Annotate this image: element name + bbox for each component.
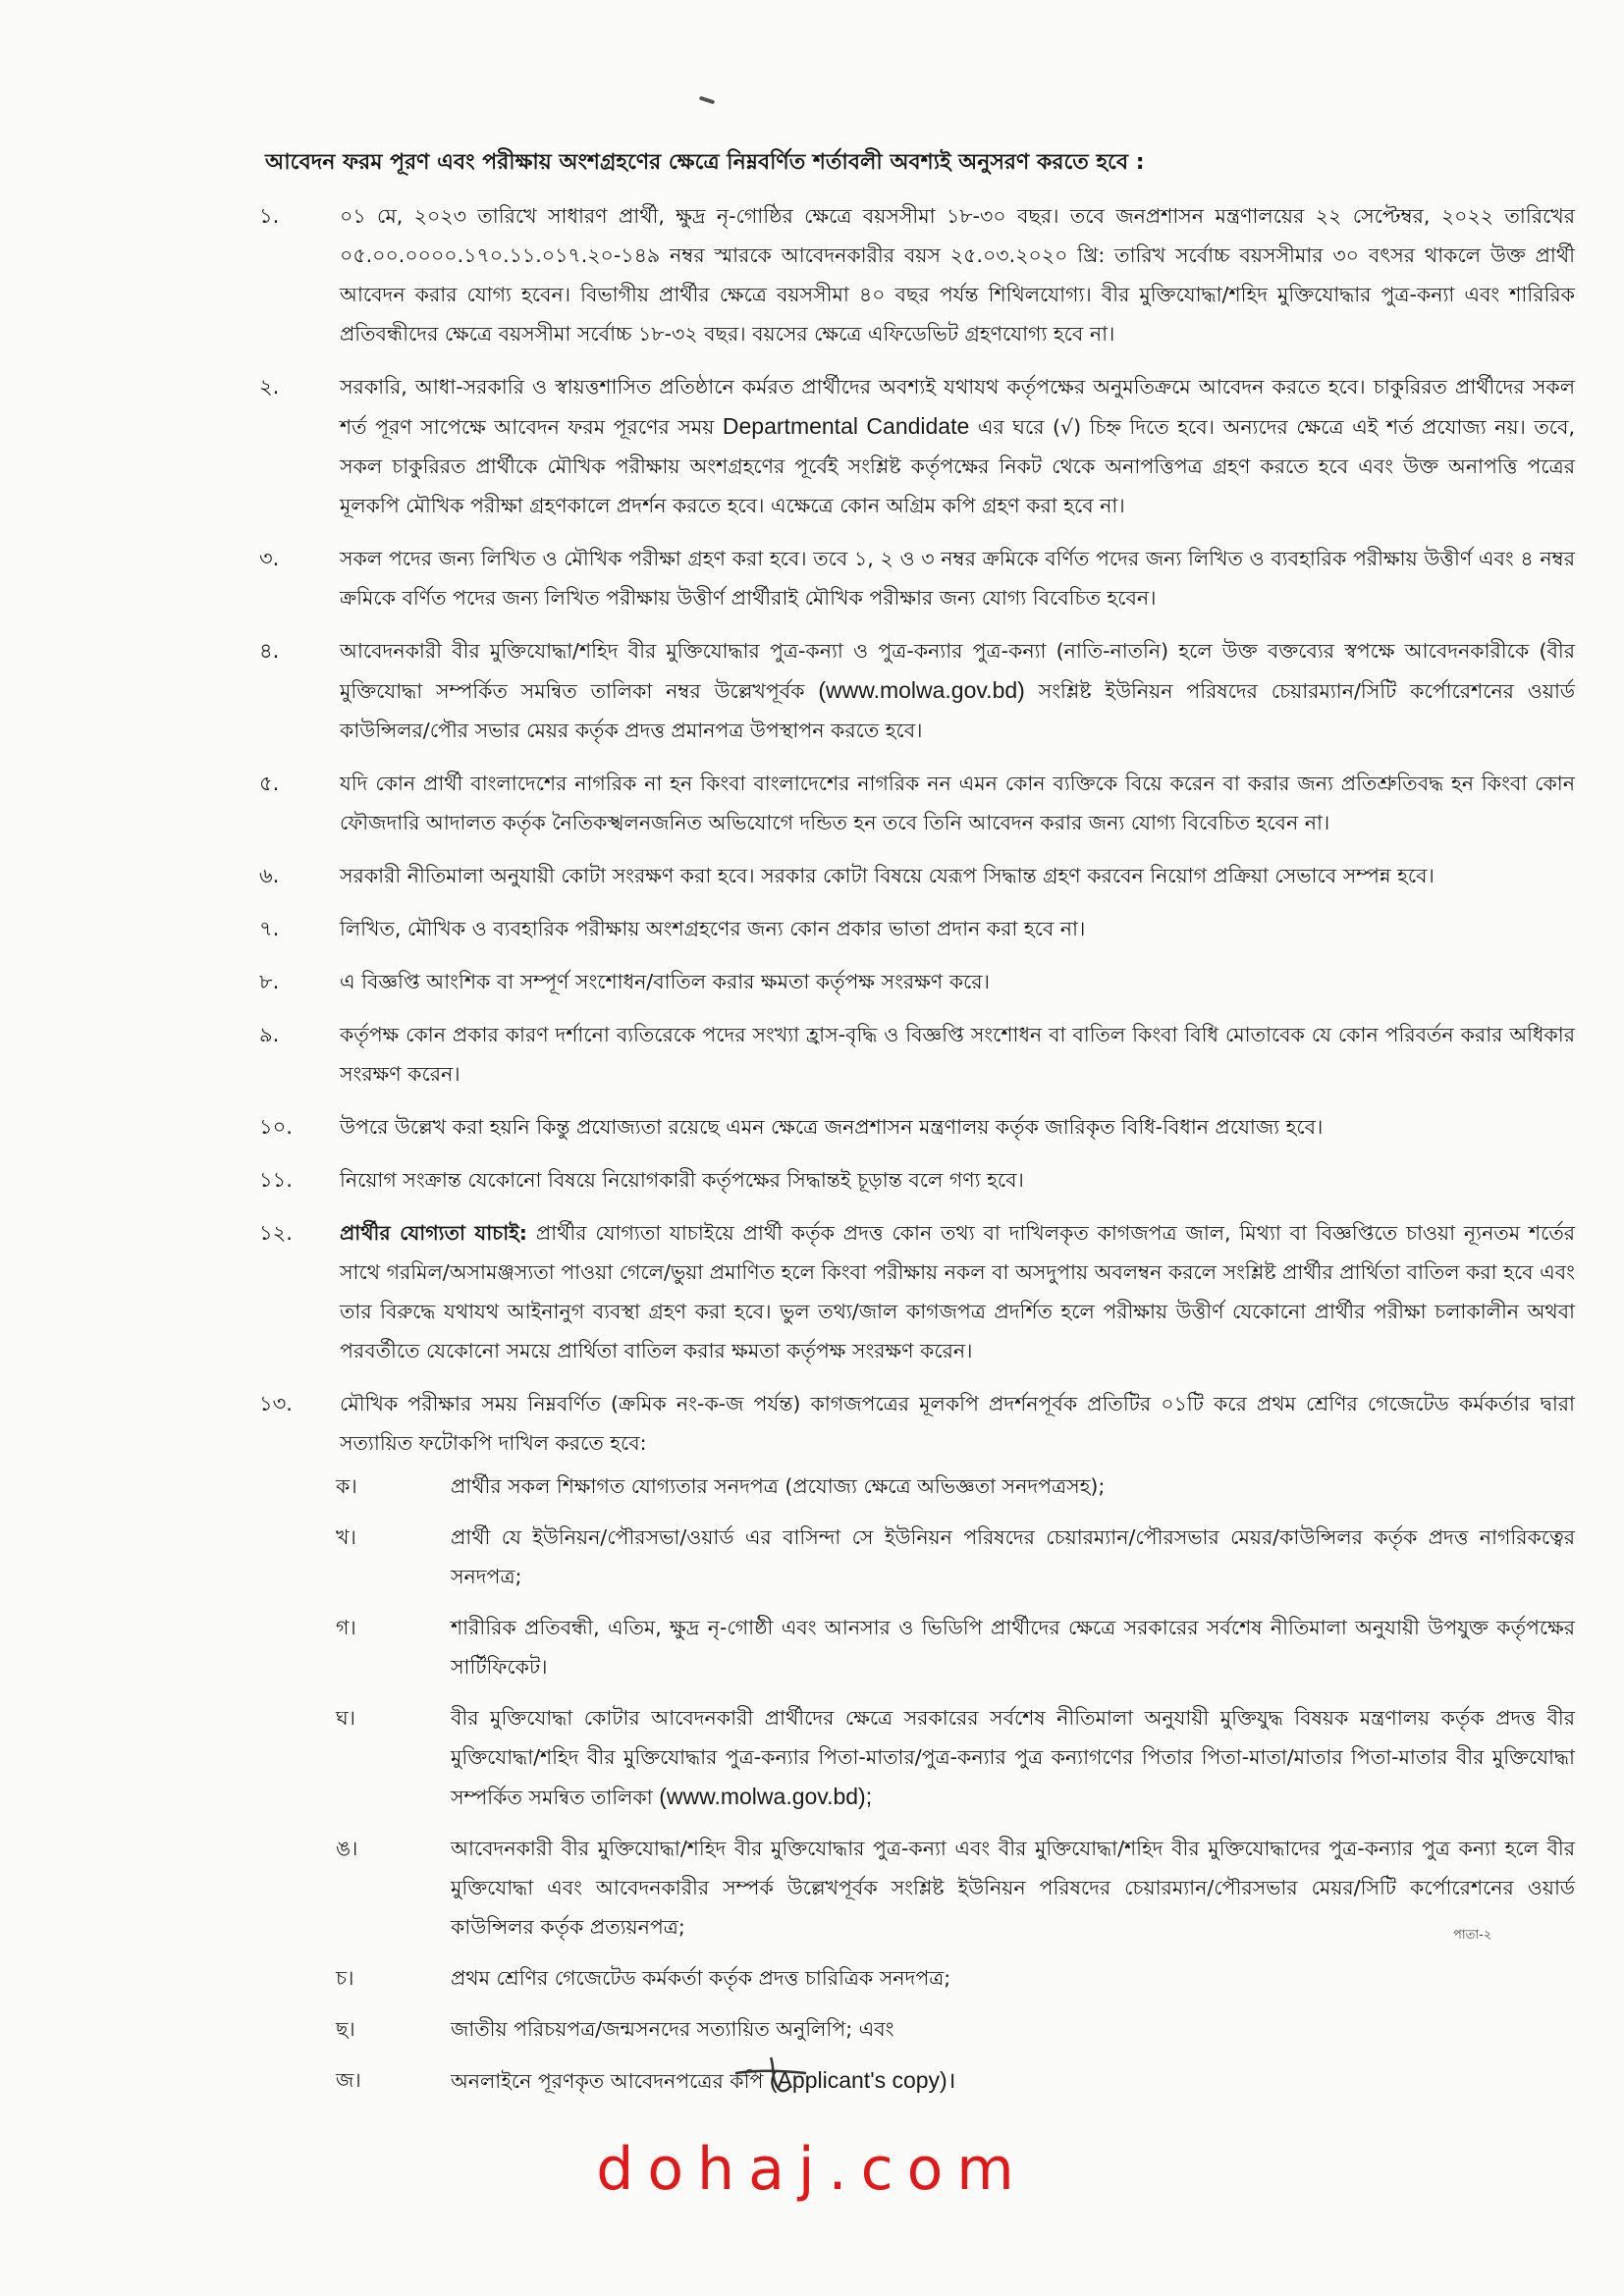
sub-item bbox=[336, 1518, 1575, 1596]
item-number: ১১. bbox=[259, 1168, 293, 1192]
item-number: ৭. bbox=[259, 917, 280, 940]
item-number: ৫. bbox=[259, 772, 280, 795]
list-item bbox=[259, 1213, 1575, 1370]
sub-item bbox=[336, 1608, 1575, 1686]
item-text: উপরে উল্লেখ করা হয়নি কিন্তু প্রযোজ্যতা রয়েছে এমন ক্ষেত্রে জনপ্রশাসন মন্ত্রণালয় কর্তৃক জারিকৃত বিধি-বিধান প্রযোজ্য হবে। bbox=[340, 1115, 1324, 1139]
item-number: ১৩. bbox=[259, 1392, 293, 1415]
signature-mark bbox=[731, 2054, 810, 2099]
list-item bbox=[259, 856, 1575, 895]
item-text: সকল পদের জন্য লিখিত ও মৌখিক পরীক্ষা গ্রহণ করা হবে। তবে ১, ২ ও ৩ নম্বর ক্রমিকে বর্ণিত পদের জন্য লিখিত ও ব্যবহারিক পরীক্ষায় উত্তীর্ণ এবং ৪ নম্বর ক্রমিকে বর্ণিত পদের জন্য লিখিত পরীক্ষায় উত্তীর্ণ প্রার্থীরাই মৌখিক পরীক্ষার জন্য যোগ্য বিবেচিত হবেন। bbox=[340, 547, 1575, 610]
item-text: ০১ মে, ২০২৩ তারিখে সাধারণ প্রার্থী, ক্ষুদ্র নৃ-গোষ্ঠির ক্ষেত্রে বয়সসীমা ১৮-৩০ বছর। তবে জনপ্রশাসন মন্ত্রণালয়ের ২২ সেপ্টেম্বর, ২০২২ তারিখের ০৫.০০.০০০০.১৭০.১১.০১৭.২০-১৪৯ নম্বর স্মারকে আবেদনকারীর বয়স ২৫.০৩.২০২০ খ্রি: তারিখ সর্বোচ্চ বয়সসীমার ৩০ বৎসর থাকলে উক্ত প্রার্থী আবেদন করার যোগ্য হবেন। বিভাগীয় প্রার্থীর ক্ষেত্রে বয়সসীমা ৪০ বছর পর্যন্ত শিথিলযোগ্য। বীর মুক্তিযোদ্ধা/শহিদ মুক্তিযোদ্ধার পুত্র-কন্যা এবং শারিরিক প্রতিবন্ধীদের ক্ষেত্রে বয়সসীমা সর্বোচ্চ ১৮-৩২ বছর। বয়সের ক্ষেত্রে এফিডেভিট গ্রহণযোগ্য হবে না। bbox=[340, 204, 1575, 346]
sub-item-number: খ। bbox=[336, 1525, 356, 1549]
item-number: ৯. bbox=[259, 1023, 280, 1046]
item-text-part: সংশ্লিষ্ট ইউনিয়ন পরিষদের চেয়ারম্যান/সিটি কর্পোরেশনের ওয়ার্ড কাউন্সিলর/পৌর সভার মেয়র কর্তৃক প্রদত্ত প্রমানপত্র উপস্থাপন করতে হবে। bbox=[340, 679, 1575, 742]
item-number: ১. bbox=[259, 204, 280, 228]
sub-item-text-part: বীর মুক্তিযোদ্ধা কোটার আবেদনকারী প্রার্থীদের ক্ষেত্রে সরকারের সর্বশেষ নীতিমালা অনুযায়ী মুক্তিযুদ্ধ বিষয়ক মন্ত্রণালয় কর্তৃক প্রদত্ত বীর মুক্তিযোদ্ধা/শহিদ বীর মুক্তিযোদ্ধার পুত্র-কন্যার পিতা-মাতার/পুত্র-কন্যার পুত্র কন্যাগণের পিতার পিতা-মাতা/মাতার পিতা-মাতার বীর মুক্তিযোদ্ধা সম্পর্কিত সমন্বিত তালিকা bbox=[451, 1706, 1575, 1809]
item-text: এ বিজ্ঞপ্তি আংশিক বা সম্পূর্ণ সংশোধন/বাতিল করার ক্ষমতা কর্তৃপক্ষ সংরক্ষণ করে। bbox=[340, 970, 990, 993]
item-text-part: সরকারি, আধা-সরকারি ও স্বায়ত্তশাসিত প্রতিষ্ঠানে কর্মরত প্রার্থীদের অবশ্যই যথাযথ কর্তৃপক্ষের অনুমতিক্রমে আবেদন করতে হবে। চাকুরিরত প্রার্থীদের সকল শর্ত পূরণ সাপেক্ষে আবেদন ফরম পূরণের সময় bbox=[340, 375, 1575, 439]
list-item bbox=[259, 1384, 1575, 2101]
sub-item bbox=[336, 1698, 1575, 1817]
item-text: সরকারী নীতিমালা অনুযায়ী কোটা সংরক্ষণ করা হবে। সরকার কোটা বিষয়ে যেরূপ সিদ্ধান্ত গ্রহণ করবেন নিয়োগ প্রক্রিয়া সেভাবে সম্পন্ন হবে। bbox=[340, 864, 1435, 887]
sub-item-text: শারীরিক প্রতিবন্ধী, এতিম, ক্ষুদ্র নৃ-গোষ্ঠী এবং আনসার ও ভিডিপি প্রার্থীদের ক্ষেত্রে সরকারের সর্বশেষ নীতিমালা অনুযায়ী উপযুক্ত কর্তৃপক্ষের সার্টিফিকেট। bbox=[451, 1616, 1575, 1679]
sub-item bbox=[336, 1829, 1575, 1947]
applicant-copy-label: (Applicant's copy)। bbox=[769, 2067, 956, 2093]
item-text bbox=[340, 1213, 1575, 1370]
list-item bbox=[259, 764, 1575, 842]
item-text-part: আবেদনকারী বীর মুক্তিযোদ্ধা/শহিদ বীর মুক্তিযোদ্ধার পুত্র-কন্যা ও পুত্র-কন্যার পুত্র-কন্যা (নাতি-নাতনি) হলে উক্ত বক্তব্যের স্বপক্ষে আবেদনকারীকে (বীর মুক্তিযোদ্ধা সম্পর্কিত সমন্বিত তালিকা নম্বর উল্লেখপূর্বক bbox=[340, 639, 1575, 703]
molwa-url: (www.molwa.gov.bd) bbox=[818, 677, 1025, 703]
item-number: ৪. bbox=[259, 639, 280, 663]
sub-item-text: আবেদনকারী বীর মুক্তিযোদ্ধা/শহিদ বীর মুক্তিযোদ্ধার পুত্র-কন্যা এবং বীর মুক্তিযোদ্ধা/শহিদ বীর মুক্তিযোদ্ধাদের পুত্র-কন্যার পুত্র কন্যা হলে বীর মুক্তিযোদ্ধা এবং আবেদনকারীর সম্পর্ক উল্লেখপূর্বক সংশ্লিষ্ট ইউনিয়ন পরিষদের চেয়ারম্যান/পৌরসভার মেয়র/সিটি কর্পোরেশনের ওয়ার্ড কাউন্সিলর কর্তৃক প্রত্যয়নপত্র; bbox=[451, 1837, 1575, 1939]
list-item bbox=[259, 1015, 1575, 1094]
watermark: dohaj.com bbox=[596, 2135, 1028, 2204]
sub-item-number: ক। bbox=[336, 1474, 357, 1498]
page-number: পাতা-২ bbox=[1453, 1928, 1492, 1943]
list-item bbox=[259, 631, 1575, 750]
sub-item-text bbox=[451, 2060, 1575, 2101]
item-text: যদি কোন প্রার্থী বাংলাদেশের নাগরিক না হন কিংবা বাংলাদেশের নাগরিক নন এমন কোন ব্যক্তিকে বিয়ে করেন বা করার জন্য প্রতিশ্রুতিবদ্ধ হন কিংবা কোন ফৌজদারি আদালত কর্তৃক নৈতিকস্খলনজনিত অভিযোগে দন্ডিত হন তবে তিনি আবেদন করার জন্য যোগ্য বিবেচিত হবেন না। bbox=[340, 772, 1575, 834]
sub-item-number: গ। bbox=[336, 1616, 356, 1639]
intro-heading: আবেদন ফরম পূরণ এবং পরীক্ষায় অংশগ্রহণের ক্ষেত্রে নিম্নবর্ণিত শর্তাবলী অবশ্যই অনুসরণ করতে হবে : bbox=[265, 150, 1145, 175]
item-number: ৩. bbox=[259, 547, 280, 570]
item-text bbox=[340, 367, 1575, 525]
sub-item-number: ছ। bbox=[336, 2017, 355, 2041]
departmental-candidate-label: Departmental Candidate bbox=[722, 413, 970, 439]
sub-item-text bbox=[451, 1698, 1575, 1817]
sub-item-text: প্রথম শ্রেণির গেজেটেড কর্মকর্তা কর্তৃক প্রদত্ত চারিত্রিক সনদপত্র; bbox=[451, 1966, 951, 1990]
sub-item-text-part: অনলাইনে পূরণকৃত আবেদনপত্রের কপি bbox=[451, 2069, 764, 2093]
sub-item-text: প্রার্থী যে ইউনিয়ন/পৌরসভা/ওয়ার্ড এর বাসিন্দা সে ইউনিয়ন পরিষদের চেয়ারম্যান/পৌরসভার মেয়র/কাউন্সিলর কর্তৃক প্রদত্ত নাগরিকত্বের সনদপত্র; bbox=[451, 1525, 1575, 1588]
sub-item bbox=[336, 1958, 1575, 1998]
conditions-list bbox=[259, 196, 1575, 2114]
list-item bbox=[259, 539, 1575, 617]
item-number: ২. bbox=[259, 375, 280, 399]
sub-item-text: প্রার্থীর সকল শিক্ষাগত যোগ্যতার সনদপত্র (প্রযোজ্য ক্ষেত্রে অভিজ্ঞতা সনদপত্রসহ); bbox=[451, 1474, 1106, 1498]
list-item bbox=[259, 962, 1575, 1001]
item-number: ৮. bbox=[259, 970, 280, 993]
item-text-part: প্রার্থীর যোগ্যতা যাচাইয়ে প্রার্থী কর্তৃক প্রদত্ত কোন তথ্য বা দাখিলকৃত কাগজপত্র জাল, মিথ্যা বা বিজ্ঞপ্তিতে চাওয়া ন্যূনতম শর্তের সাথে গরমিল/অসামঞ্জস্যতা পাওয়া গেলে/ভুয়া প্রমাণিত হলে কিংবা পরীক্ষায় নকল বা অসদুপায় অবলম্বন করলে সংশ্লিষ্ট প্রার্থীর প্রার্থিতা বাতিল করা হবে এবং তার বিরুদ্ধে যথাযথ আইনানুগ ব্যবস্থা গ্রহণ করা হবে। ভুল তথ্য/জাল কাগজপত্র প্রদর্শিত হলে পরীক্ষায় উত্তীর্ণ যেকোনো প্রার্থীর পরীক্ষা চলাকালীন অথবা পরবর্তীতে যেকোনো সময়ে প্রার্থিতা বাতিল করার ক্ষমতা কর্তৃপক্ষ সংরক্ষণ করেন। bbox=[340, 1221, 1575, 1362]
item-text: কর্তৃপক্ষ কোন প্রকার কারণ দর্শানো ব্যতিরেকে পদের সংখ্যা হ্রাস-বৃদ্ধি ও বিজ্ঞপ্তি সংশোধন বা বাতিল কিংবা বিধি মোতাবেক যে কোন পরিবর্তন করার অধিকার সংরক্ষণ করেন। bbox=[340, 1023, 1575, 1086]
list-item bbox=[259, 909, 1575, 948]
item-bold-lead: প্রার্থীর যোগ্যতা যাচাই: bbox=[340, 1221, 528, 1245]
item-text-part: এর ঘরে (√) চিহ্ন দিতে হবে। অন্যদের ক্ষেত্রে এই শর্ত প্রযোজ্য নয়। তবে, সকল চাকুরিরত প্রার্থীকে মৌখিক পরীক্ষায় অংশগ্রহণের পূর্বেই সংশ্লিষ্ট কর্তৃপক্ষের নিকট থেকে অনাপত্তিপত্র গ্রহণ করতে হবে এবং উক্ত অনাপত্তি পত্রের মূলকপি মৌখিক পরীক্ষা গ্রহণকালে প্রদর্শন করতে হবে। এক্ষেত্রে কোন অগ্রিম কপি গ্রহণ করা হবে না। bbox=[340, 415, 1575, 517]
sub-item bbox=[336, 1467, 1575, 1506]
list-item bbox=[259, 367, 1575, 525]
sub-item bbox=[336, 2060, 1575, 2101]
list-item bbox=[259, 1107, 1575, 1147]
item-text: লিখিত, মৌখিক ও ব্যবহারিক পরীক্ষায় অংশগ্রহণের জন্য কোন প্রকার ভাতা প্রদান করা হবে না। bbox=[340, 917, 1086, 940]
sub-item-number: চ। bbox=[336, 1966, 354, 1990]
molwa-url: (www.molwa.gov.bd); bbox=[659, 1784, 873, 1809]
sub-item-number: ঙ। bbox=[336, 1837, 358, 1860]
item-number: ৬. bbox=[259, 864, 280, 887]
item-text bbox=[340, 631, 1575, 750]
list-item bbox=[259, 196, 1575, 353]
documents-sublist bbox=[336, 1467, 1575, 2101]
scan-mark bbox=[699, 96, 715, 105]
sub-item-number: জ। bbox=[336, 2068, 361, 2092]
sub-item bbox=[336, 2009, 1575, 2049]
sub-item-text: জাতীয় পরিচয়পত্র/জন্মসনদের সত্যায়িত অনুলিপি; এবং bbox=[451, 2017, 894, 2041]
sub-item-number: ঘ। bbox=[336, 1706, 355, 1730]
list-item bbox=[259, 1160, 1575, 1200]
item-number: ১০. bbox=[259, 1115, 293, 1139]
item-number: ১২. bbox=[259, 1221, 293, 1245]
item-text: নিয়োগ সংক্রান্ত যেকোনো বিষয়ে নিয়োগকারী কর্তৃপক্ষের সিদ্ধান্তই চূড়ান্ত বলে গণ্য হবে। bbox=[340, 1168, 1024, 1192]
item-text: মৌখিক পরীক্ষার সময় নিম্নবর্ণিত (ক্রমিক নং-ক-জ পর্যন্ত) কাগজপত্রের মূলকপি প্রদর্শনপূর্বক প্রতিটির ০১টি করে প্রথম শ্রেণির গেজেটেড কর্মকর্তার দ্বারা সত্যায়িত ফটোকপি দাখিল করতে হবে: bbox=[340, 1392, 1575, 1455]
